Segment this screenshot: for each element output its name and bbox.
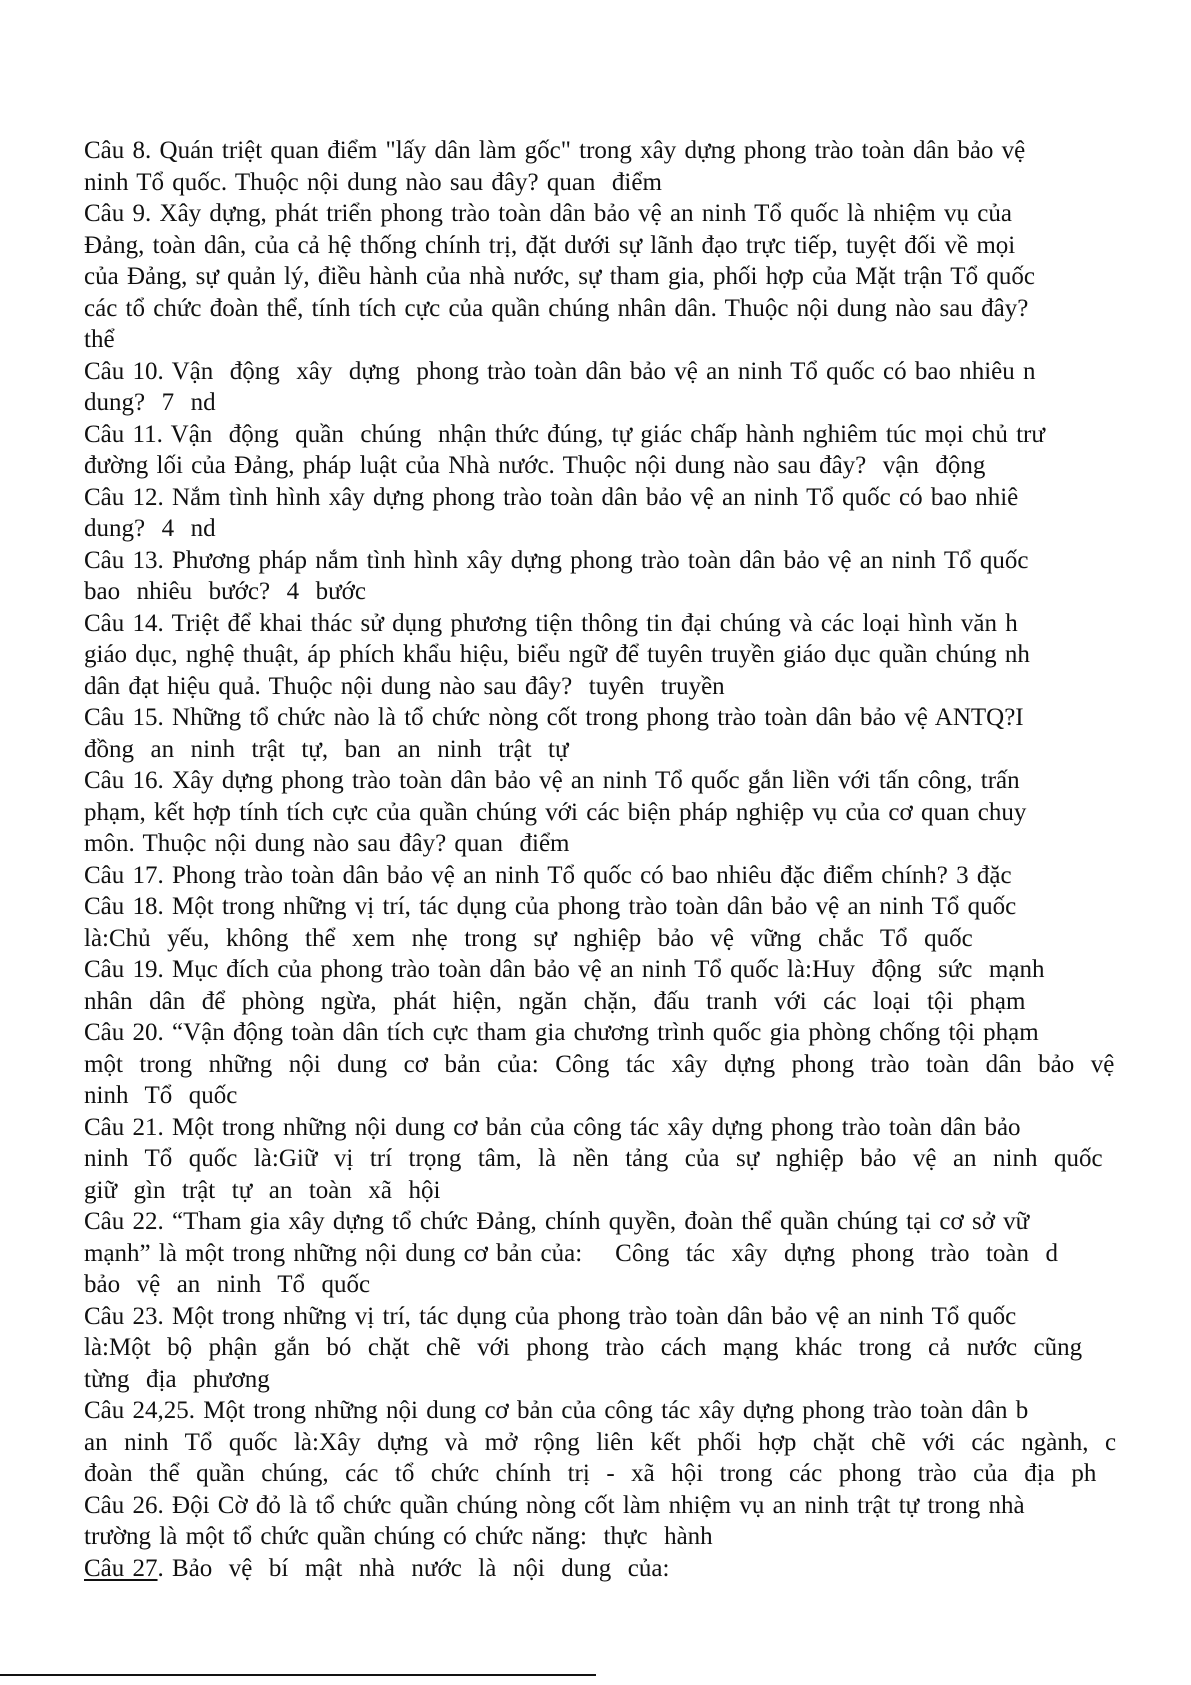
text-line: Câu 10. Vận động xây dựng phong trào toàn dân bảo vệ an ninh Tổ quốc có bao nhiêu n [84,357,1036,385]
text-line: Câu 23. Một trong những vị trí, tác dụng của phong trào toàn dân bảo vệ an ninh Tổ quốc [84,1302,1017,1330]
text-line: Câu 22. “Tham gia xây dựng tổ chức Đảng, chính quyền, đoàn thể quần chúng tại cơ sở vữ [84,1208,1030,1235]
text-line: phạm, kết hợp tính tích cực của quần chúng với các biện pháp nghiệp vụ của cơ quan chuy [84,798,1027,826]
text-line: thể [84,326,115,353]
text-line: đường lối của Đảng, pháp luật của Nhà nước. Thuộc nội dung nào sau đây? vận động [84,452,986,479]
text-line: đồng an ninh trật tự, ban an ninh trật tự [84,735,569,763]
text-line: bảo vệ an ninh Tổ quốc [84,1271,371,1298]
text-line: môn. Thuộc nội dung nào sau đây? quan điểm [84,830,570,857]
text-line: là:Một bộ phận gắn bó chặt chẽ với phong trào cách mạng khác trong cả nước cũng [84,1334,1083,1361]
text-line: của Đảng, sự quản lý, điều hành của nhà nước, sự tham gia, phối hợp của Mặt trận Tổ quốc [84,263,1035,290]
text-line: Câu 21. Một trong những nội dung cơ bản của công tác xây dựng phong trào toàn dân bảo [84,1113,1021,1141]
text-line: trường là một tổ chức quần chúng có chức năng: thực hành [84,1523,713,1550]
text-line: Câu 11. Vận động quần chúng nhận thức đúng, tự giác chấp hành nghiêm túc mọi chủ trư [84,420,1045,448]
text-line: ninh Tổ quốc [84,1082,238,1109]
text-line: là:Chủ yếu, không thể xem nhẹ trong sự nghiệp bảo vệ vững chắc Tổ quốc [84,924,973,952]
text-line: giáo dục, nghệ thuật, áp phích khẩu hiệu, biểu ngữ để tuyên truyền giáo dục quần chúng nh [84,641,1030,668]
text-line: giữ gìn trật tự an toàn xã hội [84,1176,441,1204]
text-line: mạnh” là một trong những nội dung cơ bản của: Công tác xây dựng phong trào toàn d [84,1239,1059,1267]
text-line: nhân dân để phòng ngừa, phát hiện, ngăn chặn, đấu tranh với các loại tội phạm [84,987,1026,1015]
document-body [84,135,1191,1584]
text-line: Câu 26. Đội Cờ đỏ là tổ chức quần chúng nòng cốt làm nhiệm vụ an ninh trật tự trong nhà [84,1491,1025,1519]
text-line: đoàn thể quần chúng, các tổ chức chính trị - xã hội trong các phong trào của địa ph [84,1460,1097,1487]
text-line: Câu 16. Xây dựng phong trào toàn dân bảo vệ an ninh Tổ quốc gắn liền với tấn công, trấn [84,767,1020,794]
text-line: các tổ chức đoàn thể, tính tích cực của quần chúng nhân dân. Thuộc nội dung nào sau đây? [84,294,1029,322]
text-line: Câu 17. Phong trào toàn dân bảo vệ an ninh Tổ quốc có bao nhiêu đặc điểm chính? 3 đặc [84,861,1012,889]
text-line: một trong những nội dung cơ bản của: Công tác xây dựng phong trào toàn dân bảo vệ [84,1050,1115,1078]
last-question-line [84,1553,1191,1585]
text-line: an ninh Tổ quốc là:Xây dựng và mở rộng liên kết phối hợp chặt chẽ với các ngành, c [84,1428,1117,1456]
text-line: Câu 24,25. Một trong những nội dung cơ bản của công tác xây dựng phong trào toàn dân b [84,1397,1029,1424]
text-line: ninh Tổ quốc là:Giữ vị trí trọng tâm, là nền tảng của sự nghiệp bảo vệ an ninh quốc [84,1145,1103,1172]
text-line: từng địa phương [84,1365,270,1393]
text-line: Câu 12. Nắm tình hình xây dựng phong trào toàn dân bảo vệ an ninh Tổ quốc có bao nhiê [84,483,1019,511]
text-line: Câu 14. Triệt để khai thác sử dụng phương tiện thông tin đại chúng và các loại hình văn h [84,609,1018,637]
text-line: Câu 15. Những tổ chức nào là tổ chức nòng cốt trong phong trào toàn dân bảo vệ ANTQ?I [84,704,1024,731]
text-line: dung? 7 nd [84,389,216,416]
text-line: Đảng, toàn dân, của cả hệ thống chính trị, đặt dưới sự lãnh đạo trực tiếp, tuyệt đối về mọi [84,231,1016,259]
question-label: Câu 27 [84,1554,158,1582]
text-line: Câu 20. “Vận động toàn dân tích cực tham gia chương trình quốc gia phòng chống tội phạm [84,1019,1039,1046]
question-text: . Bảo vệ bí mật nhà nước là nội dung của: [157,1554,670,1582]
text-line: Câu 19. Mục đích của phong trào toàn dân bảo vệ an ninh Tổ quốc là:Huy động sức mạnh [84,956,1045,983]
text-line: Câu 13. Phương pháp nắm tình hình xây dựng phong trào toàn dân bảo vệ an ninh Tổ quốc [84,546,1029,574]
text-line: Câu 9. Xây dựng, phát triển phong trào toàn dân bảo vệ an ninh Tổ quốc là nhiệm vụ của [84,200,1012,227]
text-line: dung? 4 nd [84,515,216,542]
text-line: Câu 8. Quán triệt quan điểm "lấy dân làm gốc" trong xây dựng phong trào toàn dân bảo vệ [84,137,1026,164]
text-line: Câu 18. Một trong những vị trí, tác dụng của phong trào toàn dân bảo vệ an ninh Tổ quốc [84,893,1017,920]
text-line: dân đạt hiệu quả. Thuộc nội dung nào sau đây? tuyên truyền [84,672,725,700]
text-line: bao nhiêu bước? 4 bước [84,578,366,605]
footer-rule [0,1674,596,1676]
text-line: ninh Tổ quốc. Thuộc nội dung nào sau đây? quan điểm [84,168,662,196]
